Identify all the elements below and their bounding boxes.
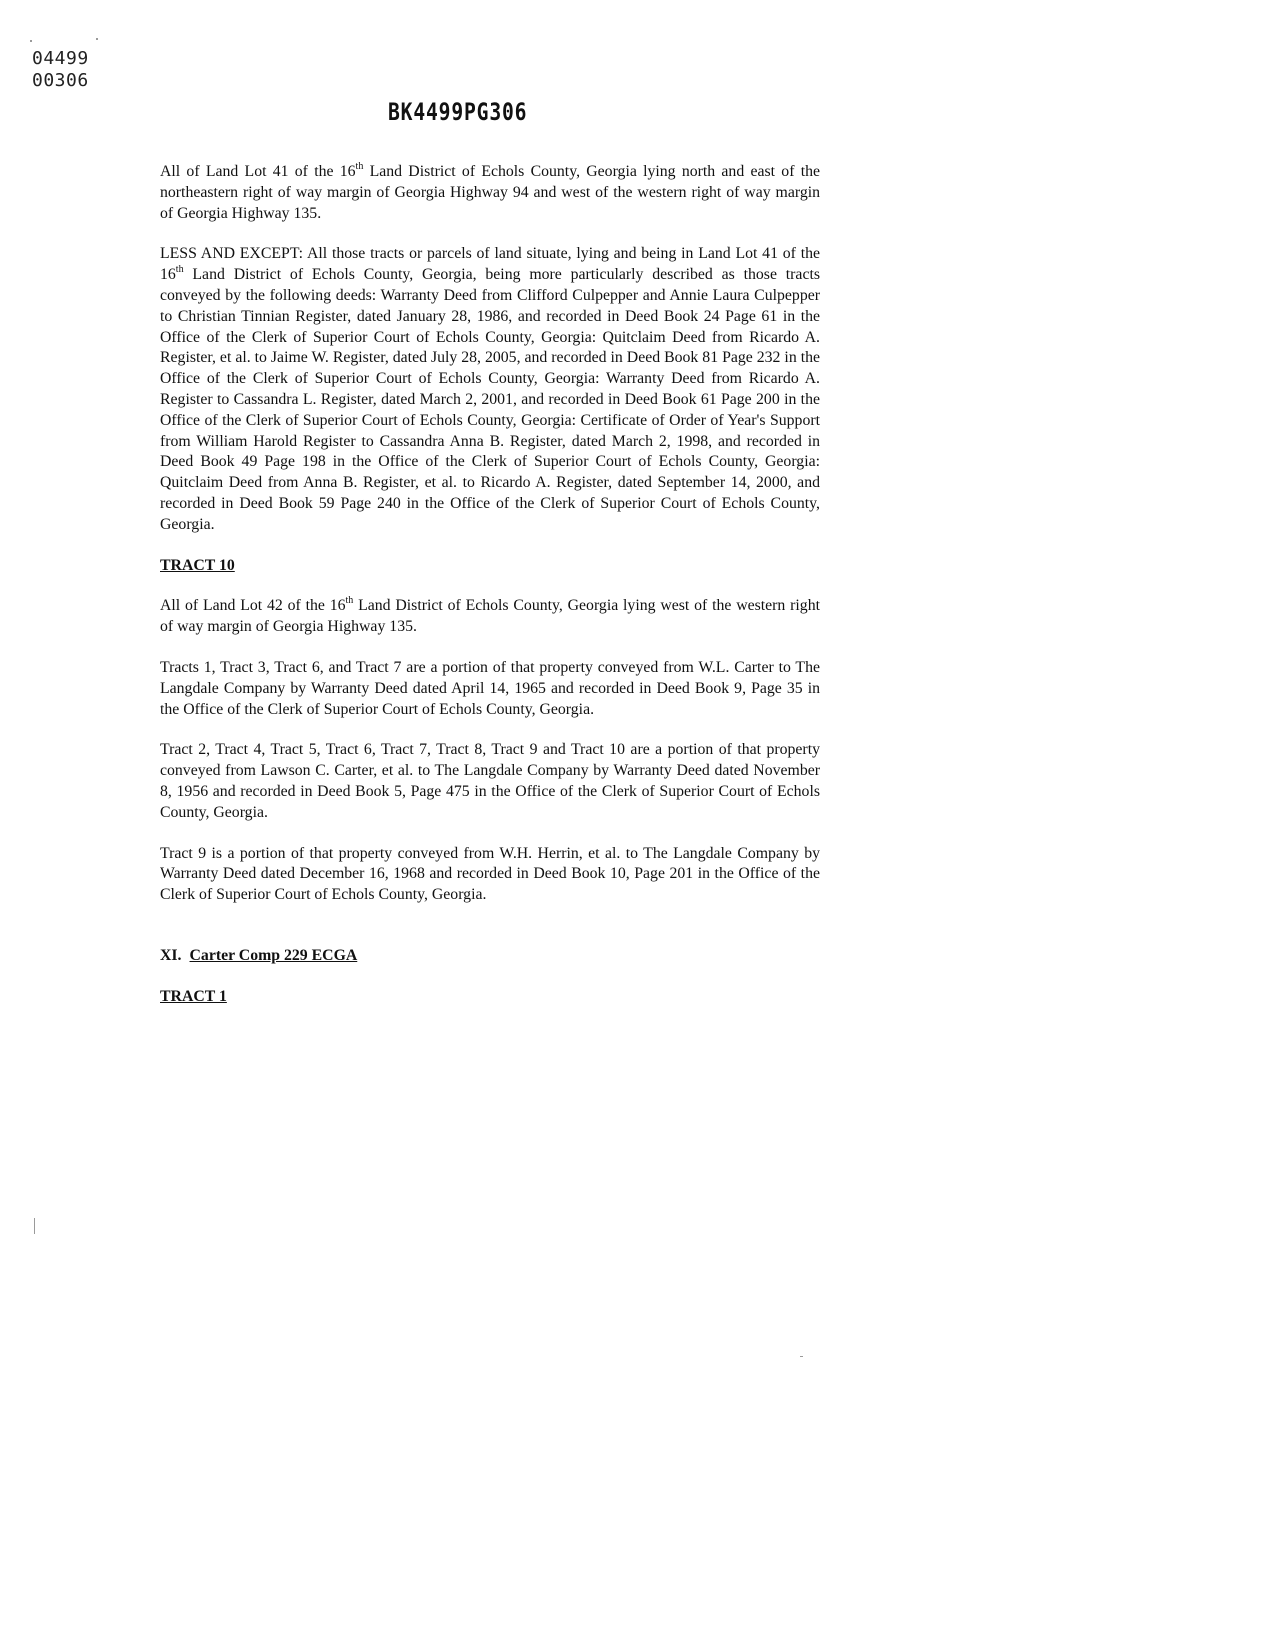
scan-speck xyxy=(30,40,32,42)
scan-speck xyxy=(96,38,98,40)
section-title: Carter Comp 229 ECGA xyxy=(189,946,358,964)
ordinal-suffix: th xyxy=(355,160,364,172)
document-body xyxy=(160,162,820,1028)
tract-10-heading: TRACT 10 xyxy=(160,556,235,574)
paragraph-wl-carter-conveyance: Tracts 1, Tract 3, Tract 6, and Tract 7 are a portion of that property conveyed from W.L. Carter to The Langdale Company by Warranty Deed dated April 14, 1965 and recorded in Deed Book 9, Page 35 in the Office of the Clerk of Superior Court of Echols County, Georgia. xyxy=(160,658,820,718)
paragraph-text: LESS AND EXCEPT: All those tracts or parcels of land situate, lying and being in Land Lot 41 of the 16 xyxy=(160,245,820,284)
doc-number-page: 00306 xyxy=(32,70,89,91)
paragraph-herrin-conveyance: Tract 9 is a portion of that property conveyed from W.H. Herrin, et al. to The Langdale Company by Warranty Deed dated December 16, 1968 and recorded in Deed Book 10, Page 201 in the Office of the Clerk of Superior Court of Echols County, Georgia. xyxy=(160,844,820,904)
scan-speck xyxy=(800,1356,803,1357)
section-number: XI. xyxy=(160,946,182,964)
book-page-stamp: BK4499PG306 xyxy=(388,98,528,126)
paragraph-land-lot-41 xyxy=(160,162,820,224)
paragraph-lawson-carter-conveyance: Tract 2, Tract 4, Tract 5, Tract 6, Tract 7, Tract 8, Tract 9 and Tract 10 are a portion of that property conveyed from Lawson C. Carter, et al. to The Langdale Company by Warranty Deed dated November 8, 1956 and recorded in Deed Book 5, Page 475 in the Office of the Clerk of Superior Court of Echols County, Georgia. xyxy=(160,741,820,821)
paragraph-text: All of Land Lot 41 of the 16 xyxy=(160,163,356,180)
document-numbers xyxy=(32,48,89,92)
paragraph-text: Land District of Echols County, Georgia lying north and east of the northeastern right of way margin of Georgia Highway 94 and west of the western right of way margin of Georgia Highway 135. xyxy=(160,163,821,222)
paragraph-land-lot-42 xyxy=(160,596,820,638)
paragraph-less-and-except xyxy=(160,244,820,535)
paragraph-text: All of Land Lot 42 of the 16 xyxy=(160,597,346,615)
scan-speck xyxy=(34,1218,35,1234)
paragraph-text: Land District of Echols County, Georgia lying west of the western right of way margin of Georgia Highway 135. xyxy=(160,597,820,636)
tract-1-heading: TRACT 1 xyxy=(160,987,227,1005)
section-heading xyxy=(160,946,820,967)
doc-number-book: 04499 xyxy=(32,48,89,69)
ordinal-suffix: th xyxy=(175,263,184,275)
ordinal-suffix: th xyxy=(345,595,354,607)
paragraph-text: Land District of Echols County, Georgia, being more particularly described as those tracts conveyed by the following deeds: Warranty Deed from Clifford Culpepper and Annie Laura Culpepper to Christian Tinnian Register, dated January 28, 1986, and recorded in Deed Book 24 Page 61 in the Office of the Clerk of Superior Court of Echols County, Georgia: Quitclaim Deed from Ricardo A. Register, et al. to Jaime W. Register, dated July 28, 2005, and recorded in Deed Book 81 Page 232 in the Office of the Clerk of Superior Court of Echols County, Georgia: Warranty Deed from Ricardo A. Register to Cassandra L. Register, dated March 2, 2001, and recorded in Deed Book 61 Page 200 in the Office of the Clerk of Superior Court of Echols County, Georgia: Certificate of Order of Year's Support from William Harold Register to Cassandra Anna B. Register, dated March 2, 1998, and recorded in Deed Book 49 Page 198 in the Office of the Clerk of Superior Court of Echols County, Georgia: Quitclaim Deed from Anna B. Register, et al. to Ricardo A. Register, dated September 14, 2000, and recorded in Deed Book 59 Page 240 in the Office of the Clerk of Superior Court of Echols County, Georgia. xyxy=(160,266,820,533)
